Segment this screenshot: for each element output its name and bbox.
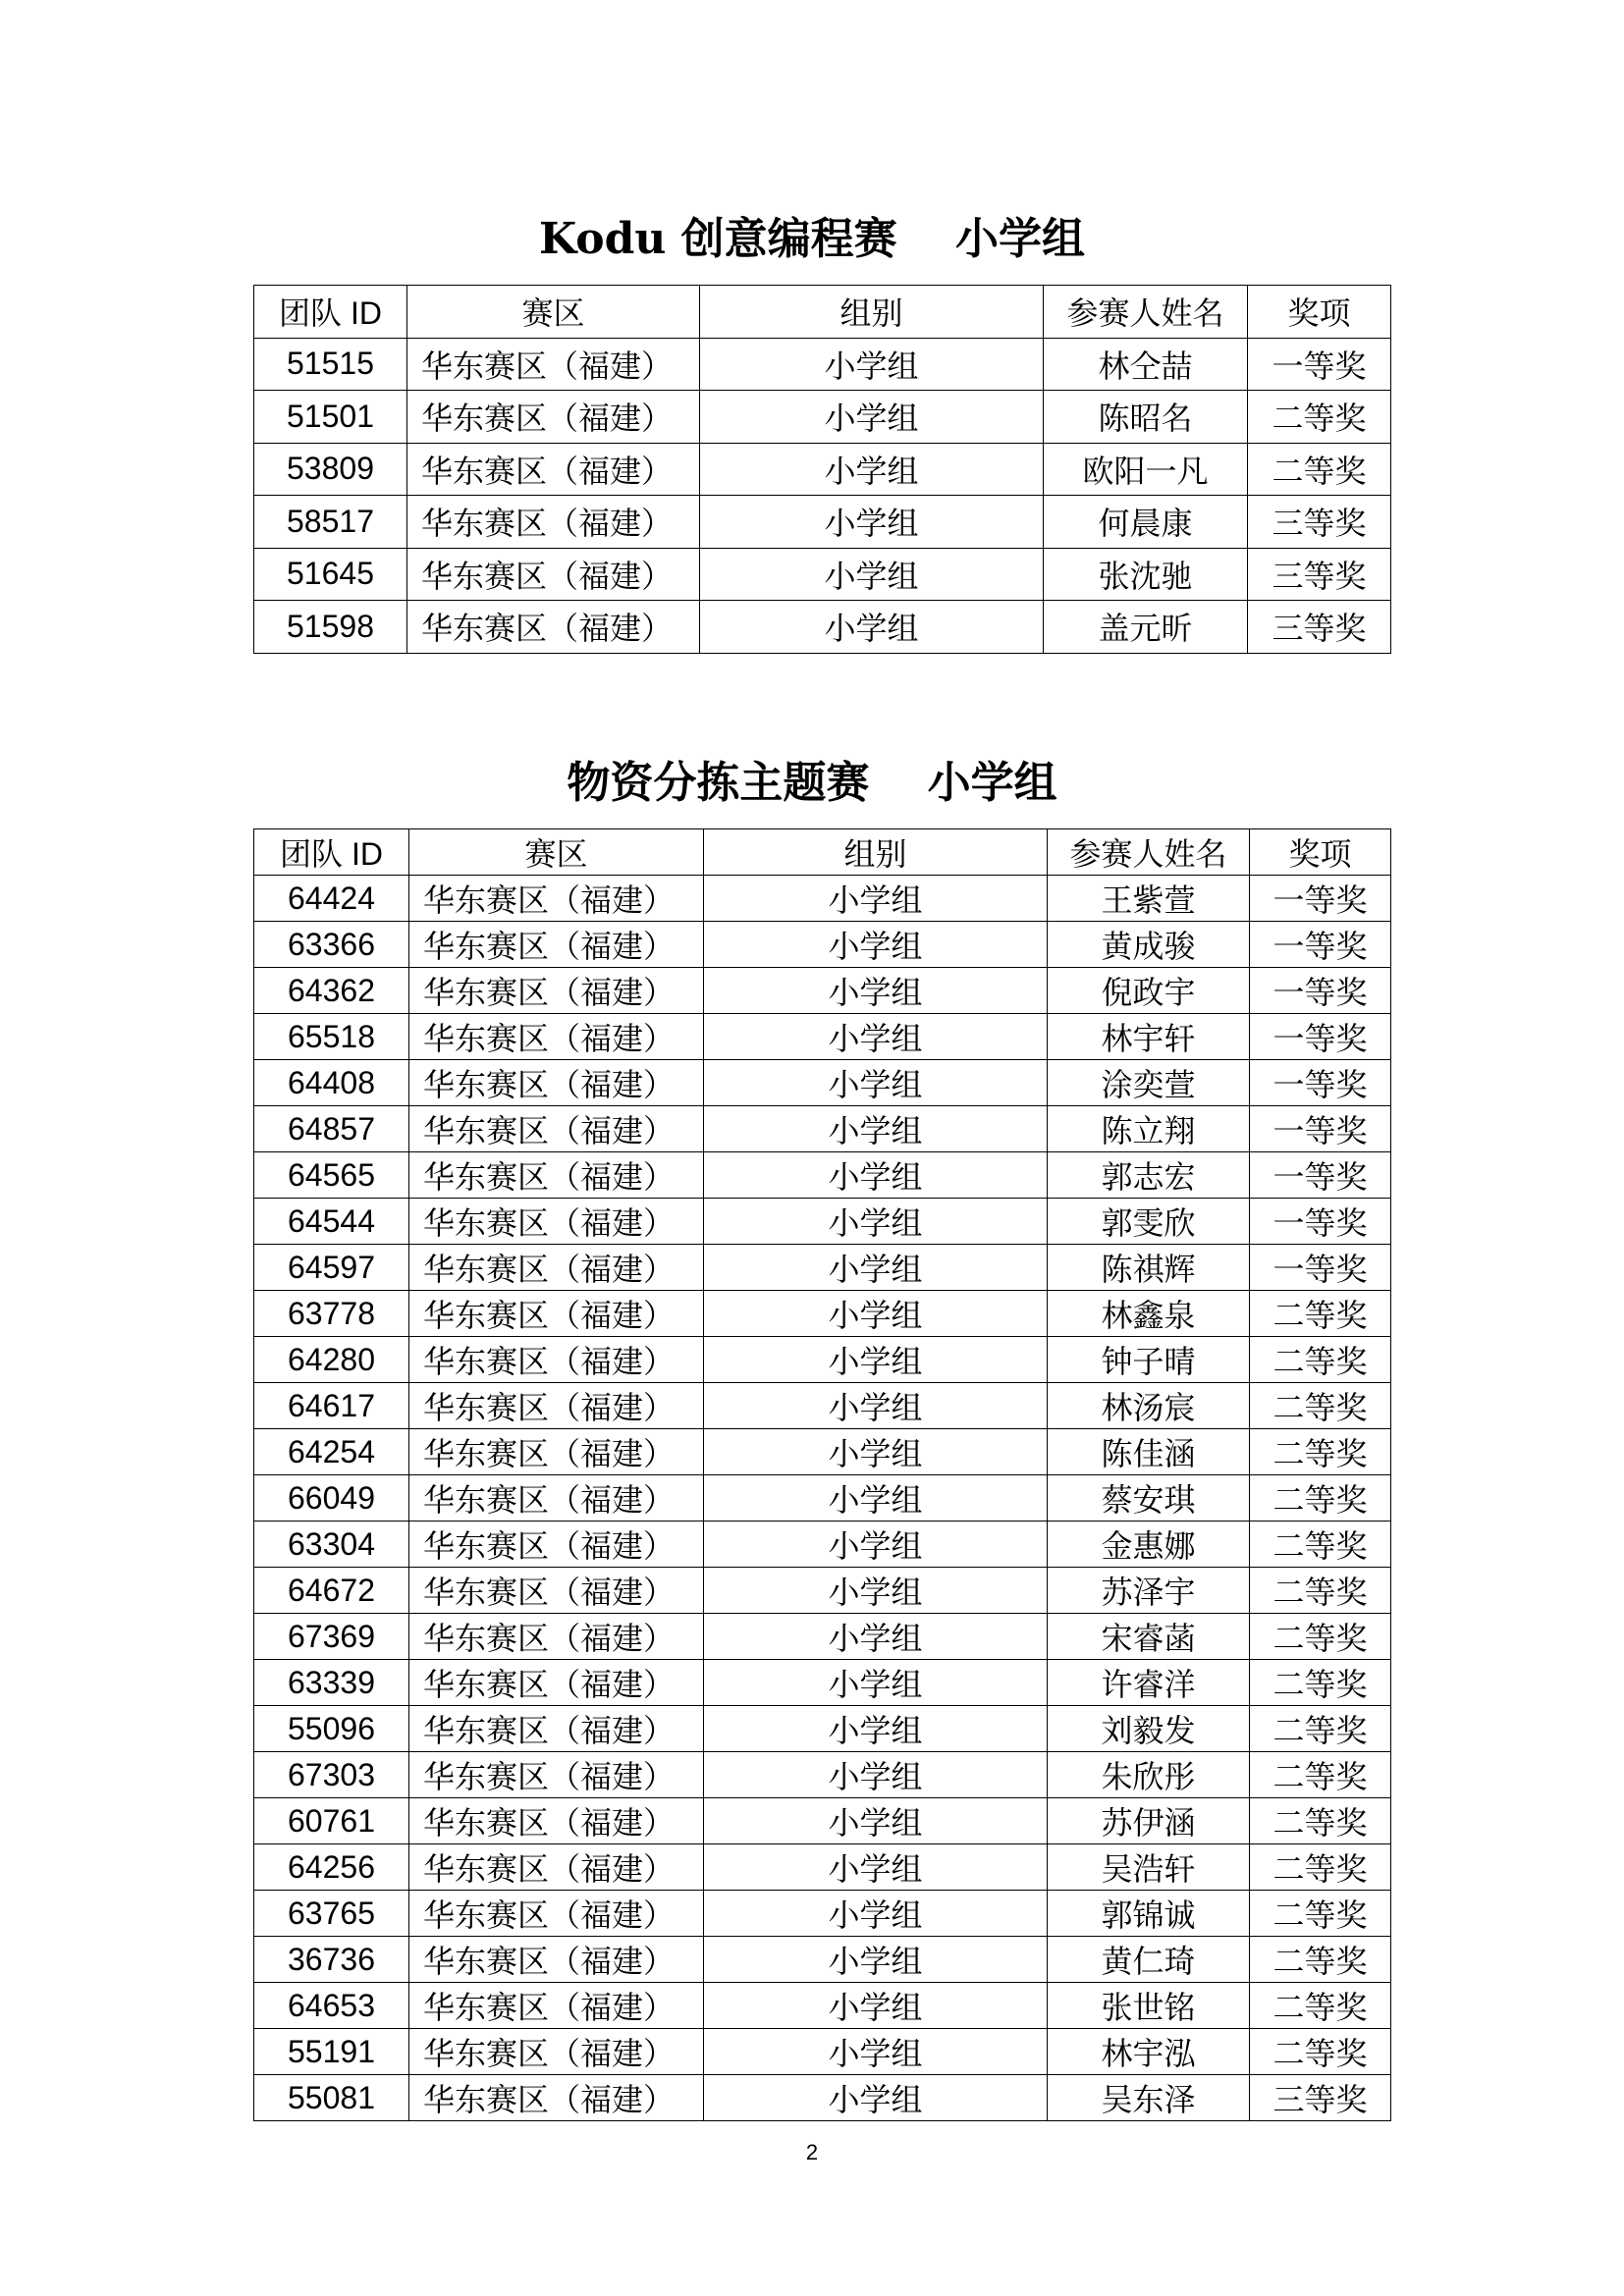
table-row bbox=[254, 1060, 1391, 1106]
cell-region: 华东赛区（福建） bbox=[407, 548, 700, 601]
cell-team-id: 64408 bbox=[254, 1060, 409, 1106]
cell-team-id: 51501 bbox=[254, 391, 407, 444]
cell-group: 小学组 bbox=[704, 1937, 1048, 1983]
cell-team-id: 64362 bbox=[254, 968, 409, 1014]
cell-region: 华东赛区（福建） bbox=[409, 1660, 704, 1706]
cell-region: 华东赛区（福建） bbox=[409, 1337, 704, 1383]
section-title-sorting: 物资分拣主题赛 小学组 bbox=[567, 758, 1057, 808]
cell-award: 二等奖 bbox=[1250, 1983, 1391, 2029]
table-row bbox=[254, 1522, 1391, 1568]
cell-region: 华东赛区（福建） bbox=[407, 496, 700, 549]
table-row bbox=[254, 1752, 1391, 1798]
cell-award: 二等奖 bbox=[1250, 1706, 1391, 1752]
cell-award: 一等奖 bbox=[1250, 922, 1391, 968]
table-row bbox=[254, 1475, 1391, 1522]
cell-region: 华东赛区（福建） bbox=[409, 2029, 704, 2075]
cell-participant-name: 苏泽宇 bbox=[1048, 1568, 1250, 1614]
cell-award: 二等奖 bbox=[1250, 1522, 1391, 1568]
header-team-id: 团队 ID bbox=[254, 829, 409, 876]
cell-participant-name: 郭锦诚 bbox=[1048, 1891, 1250, 1937]
cell-team-id: 51515 bbox=[254, 338, 407, 391]
table-row bbox=[254, 1014, 1391, 1060]
cell-group: 小学组 bbox=[704, 1383, 1048, 1429]
cell-award: 一等奖 bbox=[1250, 1199, 1391, 1245]
cell-region: 华东赛区（福建） bbox=[409, 1568, 704, 1614]
cell-group: 小学组 bbox=[704, 1475, 1048, 1522]
cell-participant-name: 陈立翔 bbox=[1048, 1106, 1250, 1152]
cell-team-id: 65518 bbox=[254, 1014, 409, 1060]
cell-group: 小学组 bbox=[704, 1844, 1048, 1891]
cell-participant-name: 涂奕萱 bbox=[1048, 1060, 1250, 1106]
table-row bbox=[254, 1291, 1391, 1337]
sorting-award-table bbox=[253, 828, 1391, 2121]
cell-group: 小学组 bbox=[704, 1614, 1048, 1660]
table-row bbox=[254, 1429, 1391, 1475]
cell-team-id: 55191 bbox=[254, 2029, 409, 2075]
cell-group: 小学组 bbox=[704, 1660, 1048, 1706]
cell-region: 华东赛区（福建） bbox=[409, 1060, 704, 1106]
cell-award: 二等奖 bbox=[1248, 391, 1391, 444]
cell-award: 二等奖 bbox=[1250, 2029, 1391, 2075]
cell-participant-name: 盖元昕 bbox=[1044, 601, 1248, 654]
cell-team-id: 63304 bbox=[254, 1522, 409, 1568]
cell-award: 二等奖 bbox=[1250, 1844, 1391, 1891]
page-number: 2 bbox=[805, 2140, 819, 2164]
cell-participant-name: 许睿洋 bbox=[1048, 1660, 1250, 1706]
cell-region: 华东赛区（福建） bbox=[409, 1245, 704, 1291]
cell-participant-name: 蔡安琪 bbox=[1048, 1475, 1250, 1522]
table-row bbox=[254, 1983, 1391, 2029]
table-row bbox=[254, 2029, 1391, 2075]
cell-region: 华东赛区（福建） bbox=[407, 338, 700, 391]
cell-region: 华东赛区（福建） bbox=[409, 1475, 704, 1522]
cell-group: 小学组 bbox=[704, 1752, 1048, 1798]
cell-group: 小学组 bbox=[704, 1706, 1048, 1752]
cell-participant-name: 陈祺辉 bbox=[1048, 1245, 1250, 1291]
cell-award: 二等奖 bbox=[1250, 1429, 1391, 1475]
cell-group: 小学组 bbox=[704, 1199, 1048, 1245]
table-row bbox=[254, 1798, 1391, 1844]
cell-award: 二等奖 bbox=[1250, 1475, 1391, 1522]
cell-award: 二等奖 bbox=[1250, 1752, 1391, 1798]
cell-participant-name: 陈佳涵 bbox=[1048, 1429, 1250, 1475]
kodu-table-body bbox=[254, 338, 1391, 653]
cell-participant-name: 倪政宇 bbox=[1048, 968, 1250, 1014]
header-participant-name: 参赛人姓名 bbox=[1048, 829, 1250, 876]
cell-team-id: 67303 bbox=[254, 1752, 409, 1798]
cell-region: 华东赛区（福建） bbox=[409, 1106, 704, 1152]
cell-participant-name: 宋睿菡 bbox=[1048, 1614, 1250, 1660]
cell-group: 小学组 bbox=[700, 548, 1044, 601]
cell-team-id: 64672 bbox=[254, 1568, 409, 1614]
table-row bbox=[254, 548, 1391, 601]
cell-award: 三等奖 bbox=[1248, 496, 1391, 549]
cell-award: 一等奖 bbox=[1250, 1106, 1391, 1152]
header-award: 奖项 bbox=[1248, 286, 1391, 339]
cell-award: 二等奖 bbox=[1250, 1614, 1391, 1660]
cell-award: 一等奖 bbox=[1250, 1152, 1391, 1199]
header-award: 奖项 bbox=[1250, 829, 1391, 876]
cell-award: 二等奖 bbox=[1250, 1291, 1391, 1337]
cell-team-id: 53809 bbox=[254, 443, 407, 496]
cell-team-id: 51645 bbox=[254, 548, 407, 601]
table-row bbox=[254, 922, 1391, 968]
cell-participant-name: 钟子晴 bbox=[1048, 1337, 1250, 1383]
cell-region: 华东赛区（福建） bbox=[409, 1152, 704, 1199]
table-row bbox=[254, 443, 1391, 496]
cell-group: 小学组 bbox=[704, 1106, 1048, 1152]
cell-team-id: 64617 bbox=[254, 1383, 409, 1429]
table-row bbox=[254, 1614, 1391, 1660]
cell-group: 小学组 bbox=[700, 443, 1044, 496]
cell-award: 一等奖 bbox=[1250, 1060, 1391, 1106]
header-region: 赛区 bbox=[407, 286, 700, 339]
cell-participant-name: 吴东泽 bbox=[1048, 2075, 1250, 2121]
cell-participant-name: 金惠娜 bbox=[1048, 1522, 1250, 1568]
cell-region: 华东赛区（福建） bbox=[409, 1429, 704, 1475]
table-row bbox=[254, 1706, 1391, 1752]
cell-team-id: 60761 bbox=[254, 1798, 409, 1844]
section-title-kodu: Kodu 创意编程赛 小学组 bbox=[538, 214, 1085, 264]
cell-group: 小学组 bbox=[704, 1291, 1048, 1337]
cell-region: 华东赛区（福建） bbox=[409, 1891, 704, 1937]
cell-group: 小学组 bbox=[704, 968, 1048, 1014]
cell-team-id: 36736 bbox=[254, 1937, 409, 1983]
cell-award: 二等奖 bbox=[1250, 1337, 1391, 1383]
cell-participant-name: 张沈驰 bbox=[1044, 548, 1248, 601]
cell-group: 小学组 bbox=[704, 1798, 1048, 1844]
cell-group: 小学组 bbox=[704, 1522, 1048, 1568]
cell-award: 二等奖 bbox=[1250, 1891, 1391, 1937]
cell-region: 华东赛区（福建） bbox=[409, 1522, 704, 1568]
cell-team-id: 55081 bbox=[254, 2075, 409, 2121]
table-row bbox=[254, 1891, 1391, 1937]
table-row bbox=[254, 876, 1391, 922]
cell-team-id: 63366 bbox=[254, 922, 409, 968]
cell-group: 小学组 bbox=[704, 2075, 1048, 2121]
cell-group: 小学组 bbox=[704, 1245, 1048, 1291]
cell-group: 小学组 bbox=[704, 2029, 1048, 2075]
cell-participant-name: 欧阳一凡 bbox=[1044, 443, 1248, 496]
cell-participant-name: 林汤宸 bbox=[1048, 1383, 1250, 1429]
cell-team-id: 64424 bbox=[254, 876, 409, 922]
cell-group: 小学组 bbox=[704, 876, 1048, 922]
cell-participant-name: 刘毅发 bbox=[1048, 1706, 1250, 1752]
cell-award: 二等奖 bbox=[1250, 1660, 1391, 1706]
cell-group: 小学组 bbox=[704, 1983, 1048, 2029]
cell-award: 二等奖 bbox=[1248, 443, 1391, 496]
cell-group: 小学组 bbox=[700, 601, 1044, 654]
cell-team-id: 51598 bbox=[254, 601, 407, 654]
table-row bbox=[254, 496, 1391, 549]
header-group: 组别 bbox=[704, 829, 1048, 876]
cell-region: 华东赛区（福建） bbox=[407, 601, 700, 654]
cell-team-id: 64256 bbox=[254, 1844, 409, 1891]
cell-region: 华东赛区（福建） bbox=[409, 2075, 704, 2121]
table-row bbox=[254, 1337, 1391, 1383]
cell-participant-name: 郭雯欣 bbox=[1048, 1199, 1250, 1245]
cell-participant-name: 王紫萱 bbox=[1048, 876, 1250, 922]
cell-participant-name: 林宇泓 bbox=[1048, 2029, 1250, 2075]
cell-participant-name: 郭志宏 bbox=[1048, 1152, 1250, 1199]
cell-region: 华东赛区（福建） bbox=[409, 1752, 704, 1798]
cell-participant-name: 苏伊涵 bbox=[1048, 1798, 1250, 1844]
table-row bbox=[254, 601, 1391, 654]
cell-region: 华东赛区（福建） bbox=[409, 876, 704, 922]
cell-group: 小学组 bbox=[704, 1337, 1048, 1383]
table-row bbox=[254, 968, 1391, 1014]
cell-team-id: 55096 bbox=[254, 1706, 409, 1752]
cell-award: 一等奖 bbox=[1250, 876, 1391, 922]
cell-participant-name: 林鑫泉 bbox=[1048, 1291, 1250, 1337]
cell-award: 二等奖 bbox=[1250, 1568, 1391, 1614]
cell-award: 三等奖 bbox=[1250, 2075, 1391, 2121]
cell-group: 小学组 bbox=[704, 1060, 1048, 1106]
cell-participant-name: 林仝喆 bbox=[1044, 338, 1248, 391]
cell-participant-name: 黄成骏 bbox=[1048, 922, 1250, 968]
table-row bbox=[254, 1660, 1391, 1706]
cell-region: 华东赛区（福建） bbox=[409, 1844, 704, 1891]
cell-team-id: 58517 bbox=[254, 496, 407, 549]
cell-region: 华东赛区（福建） bbox=[409, 1937, 704, 1983]
cell-team-id: 64597 bbox=[254, 1245, 409, 1291]
cell-region: 华东赛区（福建） bbox=[407, 443, 700, 496]
table-header-row bbox=[254, 286, 1391, 339]
cell-team-id: 63778 bbox=[254, 1291, 409, 1337]
cell-team-id: 63765 bbox=[254, 1891, 409, 1937]
cell-region: 华东赛区（福建） bbox=[409, 1383, 704, 1429]
cell-award: 三等奖 bbox=[1248, 601, 1391, 654]
table-row bbox=[254, 1937, 1391, 1983]
cell-team-id: 64544 bbox=[254, 1199, 409, 1245]
table-row bbox=[254, 338, 1391, 391]
cell-award: 一等奖 bbox=[1248, 338, 1391, 391]
table-row bbox=[254, 1199, 1391, 1245]
cell-team-id: 63339 bbox=[254, 1660, 409, 1706]
cell-team-id: 64254 bbox=[254, 1429, 409, 1475]
header-team-id: 团队 ID bbox=[254, 286, 407, 339]
cell-team-id: 66049 bbox=[254, 1475, 409, 1522]
cell-team-id: 67369 bbox=[254, 1614, 409, 1660]
header-participant-name: 参赛人姓名 bbox=[1044, 286, 1248, 339]
cell-region: 华东赛区（福建） bbox=[409, 922, 704, 968]
cell-award: 二等奖 bbox=[1250, 1383, 1391, 1429]
cell-participant-name: 张世铭 bbox=[1048, 1983, 1250, 2029]
cell-group: 小学组 bbox=[704, 922, 1048, 968]
header-region: 赛区 bbox=[409, 829, 704, 876]
cell-team-id: 64280 bbox=[254, 1337, 409, 1383]
cell-region: 华东赛区（福建） bbox=[409, 1798, 704, 1844]
cell-region: 华东赛区（福建） bbox=[409, 1706, 704, 1752]
table-row bbox=[254, 1106, 1391, 1152]
cell-participant-name: 林宇轩 bbox=[1048, 1014, 1250, 1060]
cell-award: 一等奖 bbox=[1250, 1014, 1391, 1060]
cell-award: 二等奖 bbox=[1250, 1798, 1391, 1844]
cell-region: 华东赛区（福建） bbox=[409, 1614, 704, 1660]
cell-group: 小学组 bbox=[704, 1014, 1048, 1060]
header-group: 组别 bbox=[700, 286, 1044, 339]
cell-region: 华东赛区（福建） bbox=[409, 1291, 704, 1337]
table-row bbox=[254, 1568, 1391, 1614]
table-row bbox=[254, 1245, 1391, 1291]
cell-participant-name: 吴浩轩 bbox=[1048, 1844, 1250, 1891]
cell-participant-name: 陈昭名 bbox=[1044, 391, 1248, 444]
table-row bbox=[254, 1383, 1391, 1429]
cell-region: 华东赛区（福建） bbox=[409, 1199, 704, 1245]
cell-group: 小学组 bbox=[704, 1568, 1048, 1614]
table-row bbox=[254, 1152, 1391, 1199]
table-row bbox=[254, 391, 1391, 444]
cell-award: 一等奖 bbox=[1250, 1245, 1391, 1291]
cell-team-id: 64857 bbox=[254, 1106, 409, 1152]
cell-group: 小学组 bbox=[704, 1429, 1048, 1475]
cell-region: 华东赛区（福建） bbox=[407, 391, 700, 444]
cell-group: 小学组 bbox=[704, 1891, 1048, 1937]
cell-region: 华东赛区（福建） bbox=[409, 1014, 704, 1060]
cell-participant-name: 黄仁琦 bbox=[1048, 1937, 1250, 1983]
cell-participant-name: 何晨康 bbox=[1044, 496, 1248, 549]
cell-group: 小学组 bbox=[700, 496, 1044, 549]
cell-region: 华东赛区（福建） bbox=[409, 968, 704, 1014]
cell-award: 一等奖 bbox=[1250, 968, 1391, 1014]
cell-participant-name: 朱欣彤 bbox=[1048, 1752, 1250, 1798]
cell-team-id: 64565 bbox=[254, 1152, 409, 1199]
table-header-row bbox=[254, 829, 1391, 876]
table-row bbox=[254, 2075, 1391, 2121]
cell-team-id: 64653 bbox=[254, 1983, 409, 2029]
cell-group: 小学组 bbox=[704, 1152, 1048, 1199]
sorting-table-body bbox=[254, 876, 1391, 2121]
kodu-award-table bbox=[253, 285, 1391, 654]
table-row bbox=[254, 1844, 1391, 1891]
cell-group: 小学组 bbox=[700, 391, 1044, 444]
cell-award: 三等奖 bbox=[1248, 548, 1391, 601]
cell-group: 小学组 bbox=[700, 338, 1044, 391]
cell-region: 华东赛区（福建） bbox=[409, 1983, 704, 2029]
cell-award: 二等奖 bbox=[1250, 1937, 1391, 1983]
